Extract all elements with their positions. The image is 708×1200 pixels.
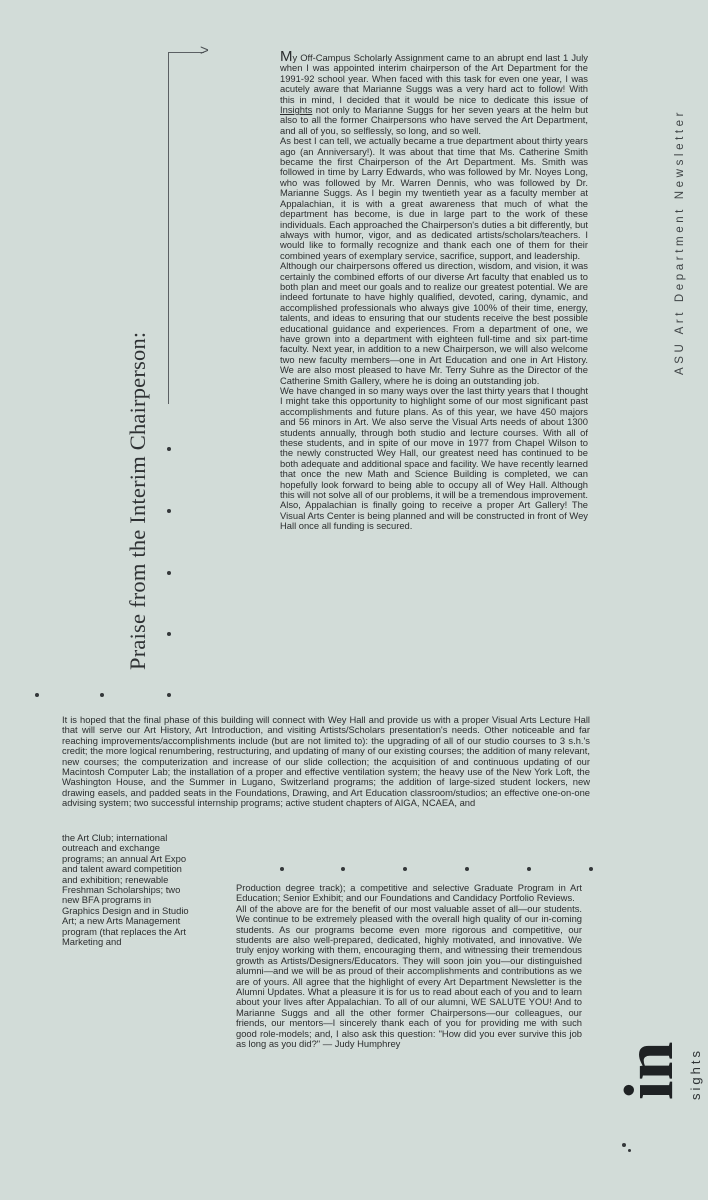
insights-logo-sub: sights [688, 1048, 703, 1100]
decorative-dot [527, 867, 531, 871]
insights-logo: in [611, 1041, 688, 1100]
paragraph: Although our chairpersons offered us direction, wisdom, and vision, it was certainly the combined efforts of our diverse Art faculty that enabled us to both plan and meet our goals and to realize our greatest potential. We are indeed fortunate to have highly qualified, devoted, caring, dynamic, and accomplished professionals who always give 100% of their time, energy, talents, and ideas to ensuring that our students receive the best possible educational guidance and experiences. From a department of one, we have grown into a department with eighteen full-time and six part-time faculty. Next year, in addition to a new Chairperson, we will also welcome two new faculty members—one in Art Education and one in Art History. We are also most pleased to have Mr. Terry Suhre as the Director of the Catherine Smith Gallery, where he is doing an outstanding job. [280, 260, 588, 386]
decorative-dot [280, 867, 284, 871]
paragraph-text: not only to Marianne Suggs for her seven years at the helm but also to all the former Chairpersons who have served the Art Department, and all of you, so selflessly, so long, and so well. [280, 104, 588, 136]
decorative-dot [167, 447, 171, 451]
article-right-column [236, 883, 582, 1050]
paragraph: the Art Club; international outreach and exchange programs; an annual Art Expo and talent award competition and exhibition; renewable Freshman Scholarships; two new BFA programs in Graphics Design and in Studio Art; a new Arts Management program (that replaces the Art Marketing and [62, 832, 189, 948]
drop-cap: M [280, 48, 293, 65]
decorative-dot [167, 632, 171, 636]
vertical-rule [168, 52, 169, 404]
paragraph: Production degree track); a competitive and selective Graduate Program in Art Education; Senior Exhibit; and our Foundations and Candidacy Portfolio Reviews. [236, 882, 582, 904]
horizontal-rule [168, 52, 204, 53]
article-heading: Praise from the Interim Chairperson: [125, 331, 150, 670]
article-upper-column [280, 48, 588, 532]
paragraph: It is hoped that the final phase of this building will connect with Wey Hall and provide us with a proper Visual Arts Lecture Hall that will serve our Art History, Art Introduction, and visiting Artists/Scholars presentation's needs. Other noticeable and far reaching improvements/accomplishments include (but are not limited to): the upgrading of all of our studio courses to 3 s.h.'s credit; the more logical renumbering, restructuring, and updating of many of our existing courses; the addition of many relevant, new courses; the computerization and increase of our slide collection; the acquisition of and continuous updating of our Macintosh Computer Lab; the installation of a proper and effective ventilation system; the heavy use of the New York Loft, the Washington House, and the Summer in Lugano, Switzerland programs; the addition of large-sized student lockers, new drawing easels, and padded seats in the Foundations, Drawing, and Art Education classroom/studios; an effective one-on-one advising system; two successful internship programs; active student chapters of AIGA, NCAEA, and [62, 714, 590, 809]
decorative-dot [403, 867, 407, 871]
paragraph: As best I can tell, we actually became a true department about thirty years ago (an Anniversary!). It was about that time that Ms. Catherine Smith became the first Chairperson of the Art Department. Ms. Smith was followed in time by Larry Edwards, who was followed by Mr. Noyes Long, who was followed by Mr. Warren Dennis, who was followed by Dr. Marianne Suggs. As I begin my twentieth year as a faculty member at Appalachian, it is with a great awareness that much of what the department has become, is due in large part to the work of these individuals. Each approached the Chairperson's duties a bit differently, but always with humor, vigor, and as dedicated artists/scholars/teachers. I would like to formally recognize and thank each one of them for their combined years of exemplary service, sacrifice, support, and leadership. [280, 135, 588, 261]
paragraph [280, 48, 588, 136]
decorative-dot [589, 867, 593, 871]
decorative-dot [167, 571, 171, 575]
decorative-dot [341, 867, 345, 871]
decorative-dot [465, 867, 469, 871]
paragraph: We have changed in so many ways over the last thirty years that I thought I might take this opportunity to highlight some of our most significant past accomplishments and future plans. As of this year, we have 450 majors and 56 minors in Art. We also serve the Visual Arts needs of about 1300 students annually, through both studio and lecture courses. With all of these students, and in spite of our move in 1977 from Chapel Wilson to the newly constructed Wey Hall, our greatest need has continued to be both adequate and additional space and facility. We have recently learned that once the new Math and Science Building is completed, we can hopefully look forward to being able to occupy all of Wey Hall. Although this will not solve all of our problems, it will be a tremendous improvement. Also, Appalachian is finally going to receive a proper Art Gallery! The Visual Arts Center is being planned and will be constructed in front of Wey Hall once all funding is secured. [280, 385, 588, 532]
paragraph: All of the above are for the benefit of our most valuable asset of all—our students. We continue to be extremely pleased with the overall high quality of our in-coming students. As our programs become even more rigorous and competitive, our students are also well-prepared, dedicated, highly motivated, and innovative. We truly enjoy working with them, encouraging them, and witnessing their tremendous growth as Artists/Designers/Educators. They will soon join you—our distinguished alumni—and we will be as proud of their accomplishments and contributions as we are of yours. All agree that the highlight of every Art Department Newsletter is the Alumni Updates. What a pleasure it is for us to read about each of you and to learn about your lives after Appalachian. To all of our alumni, WE SALUTE YOU! And to Marianne Suggs and all the other former Chairpersons—our colleagues, our friends, our mentors—I sincerely thank each of you for providing me with such good role-models; and, I also ask this question: "How did you ever survive this job as long as you did?" — Judy Humphrey [236, 902, 582, 1050]
paragraph-text: y Off-Campus Scholarly Assignment came to an abrupt end last 1 July when I was appointed interim chairperson of the Art Department for the 1991-92 school year. When faced with this task for even one year, I was acutely aware that Marianne Suggs was a very hard act to follow! With this in mind, I decided that it would be nice to dedicate this issue of [280, 52, 588, 105]
logo-dot [622, 1143, 626, 1147]
decorative-dot [35, 693, 39, 697]
newsletter-title: ASU Art Department Newsletter [674, 108, 686, 375]
logo-dot [628, 1149, 631, 1152]
arrow-right-icon: > [200, 42, 209, 59]
decorative-dot [100, 693, 104, 697]
article-wide-paragraph [62, 715, 590, 809]
decorative-dot [167, 693, 171, 697]
article-left-column [62, 833, 190, 947]
insights-title: Insights [280, 104, 313, 116]
decorative-dot [167, 509, 171, 513]
